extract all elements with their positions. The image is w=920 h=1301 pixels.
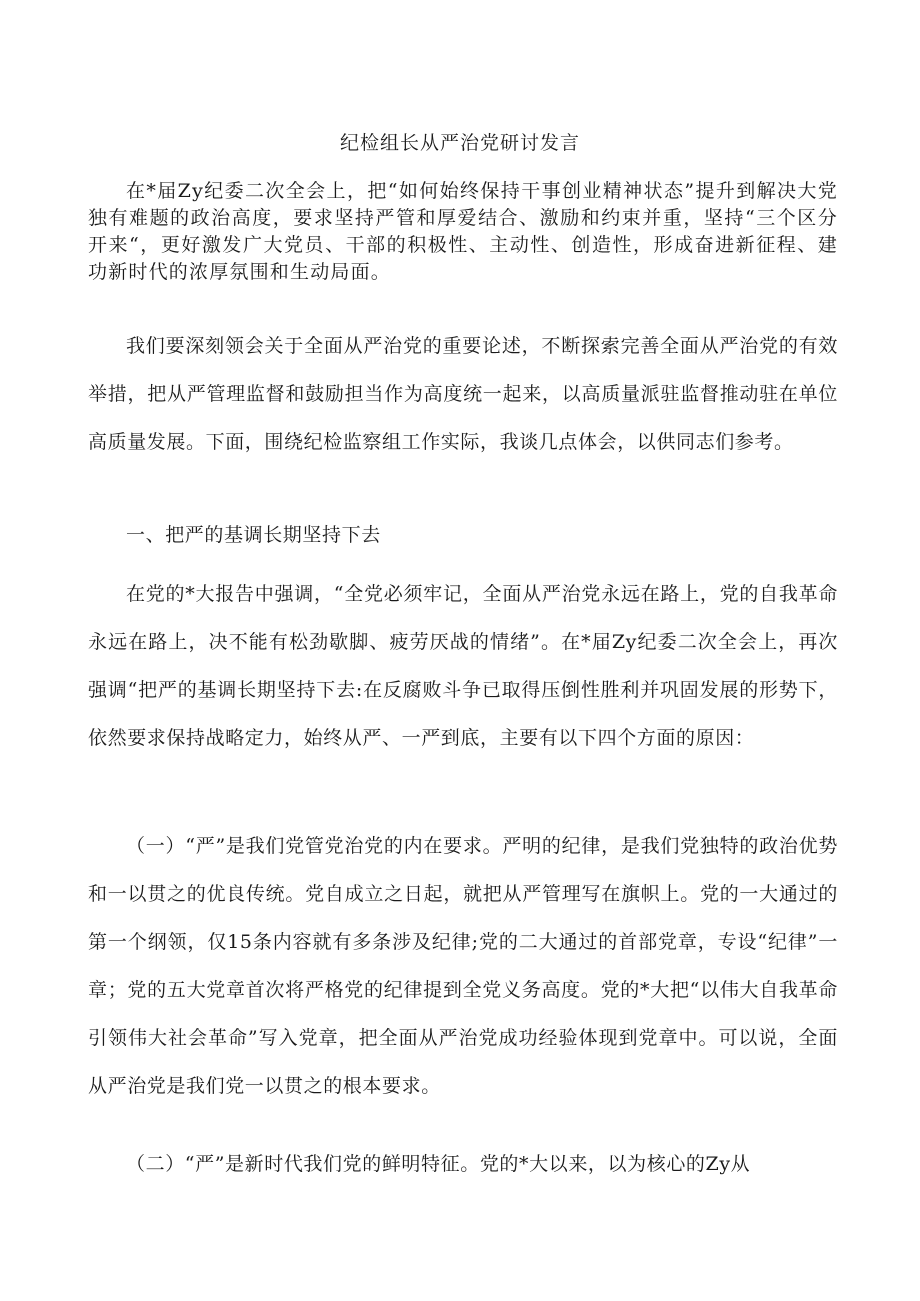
body-paragraph: 在党的*大报告中强调，“全党必须牢记，全面从严治党永远在路上，党的自我革命永远在路上，决不能有松劲歇脚、疲劳厌战的情绪”。在*届Zy纪委二次全会上，再次强调“把严的基调长期坚持下去:在反腐败斗争已取得压倒性胜利并巩固发展的形势下，依然要求保持战略定力，始终从严、一严到底，主要有以下四个方面的原因： [88, 583, 838, 749]
document-title: 纪检组长从严治党研讨发言 [339, 132, 580, 154]
body-paragraph: （二）“严”是新时代我们党的鲜明特征。党的*大以来，以为核心的Zy从 [126, 1153, 751, 1175]
body-paragraph: 我们要深刻领会关于全面从严治党的重要论述，不断探索完善全面从严治党的有效举措，把从严管理监督和鼓励担当作为高度统一起来，以高质量派驻监督推动驻在单位高质量发展。下面，围绕纪检监察组工作实际，我谈几点体会，以供同志们参考。 [88, 335, 838, 453]
section-heading: 一、把严的基调长期坚持下去 [126, 524, 381, 546]
body-paragraph: （一）“严”是我们党管党治党的内在要求。严明的纪律，是我们党独特的政治优势和一以贯之的优良传统。党自成立之日起，就把从严管理写在旗帜上。党的一大通过的第一个纲领，仅15条内容就有多条涉及纪律;党的二大通过的首部党章，专设“纪律”一章；党的五大党章首次将严格党的纪律提到全党义务高度。党的*大把“以伟大自我革命引领伟大社会革命”写入党章，把全面从严治党成功经验体现到党章中。可以说，全面从严治党是我们党一以贯之的根本要求。 [88, 835, 838, 1097]
intro-paragraph: 在*届Zy纪委二次全会上，把“如何始终保持干事创业精神状态”提升到解决大党独有难题的政治高度，要求坚持严管和厚爱结合、激励和约束并重，坚持“三个区分开来“，更好激发广大党员、干部的积极性、主动性、创造性，形成奋进新征程、建功新时代的浓厚氛围和生动局面。 [88, 180, 838, 283]
